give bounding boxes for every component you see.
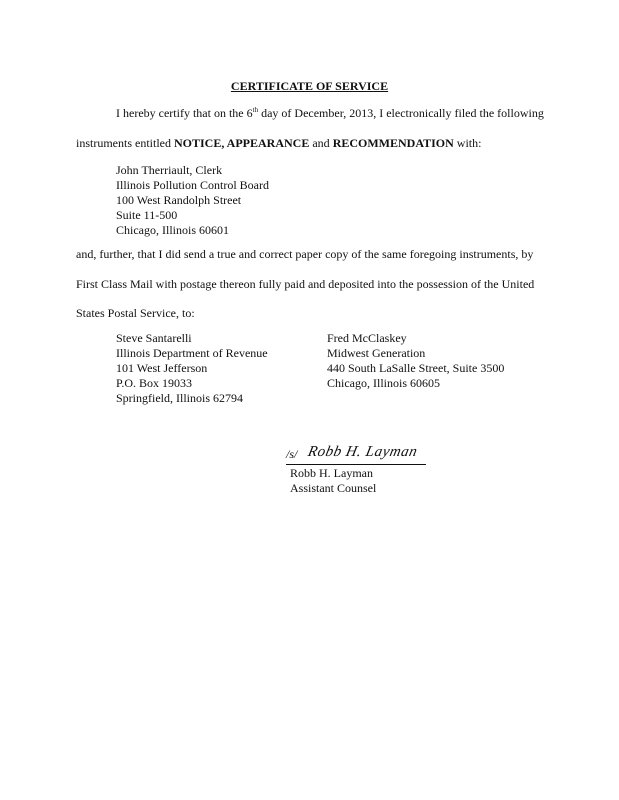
intro-text-b: day of December, 2013, I electronically filed the following [258, 106, 544, 120]
intro-text-c: instruments entitled [76, 136, 174, 150]
recipient-address-line: Springfield, Illinois 62794 [116, 391, 243, 405]
clerk-address-block [116, 163, 269, 238]
intro-text-d: with: [453, 136, 482, 150]
instrument-names: NOTICE, APPEARANCE [174, 136, 310, 150]
recipient-address-line: Illinois Department of Revenue [116, 346, 268, 360]
clerk-address-line: 100 West Randolph Street [116, 193, 242, 207]
recipient-left-block [116, 331, 268, 406]
page-title: CERTIFICATE OF SERVICE [230, 79, 389, 93]
recipient-address-line: 440 South LaSalle Street, Suite 3500 [327, 361, 505, 375]
clerk-address-line: Chicago, Illinois 60601 [116, 223, 229, 237]
recipient-address-line: Fred McClaskey [327, 331, 407, 345]
recipient-address-line: Midwest Generation [327, 346, 426, 360]
signature-line [286, 446, 426, 465]
signer-title: Assistant Counsel [290, 481, 377, 495]
intro-and: and [309, 136, 333, 150]
handwritten-signature: Robb H. Layman [306, 444, 419, 460]
intro-line-2 [76, 136, 481, 151]
recipient-address-line: Chicago, Illinois 60605 [327, 376, 440, 390]
recipient-address-line: 101 West Jefferson [116, 361, 208, 375]
recipient-address-line: Steve Santarelli [116, 331, 192, 345]
signature-slash: /s/ [286, 447, 298, 461]
clerk-address-line: Suite 11-500 [116, 208, 178, 222]
further-line-2: First Class Mail with postage thereon fully paid and deposited into the possession of the United [76, 277, 535, 291]
clerk-address-line: John Therriault, Clerk [116, 163, 223, 177]
intro-sup: th [252, 106, 259, 114]
intro-text-a: I hereby certify that on the 6 [116, 106, 253, 120]
instrument-recommendation: RECOMMENDATION [332, 136, 454, 150]
further-line-3: States Postal Service, to: [76, 306, 195, 320]
intro-line-1 [116, 106, 544, 121]
recipient-right-block [327, 331, 504, 391]
clerk-address-line: Illinois Pollution Control Board [116, 178, 270, 192]
recipient-address-line: P.O. Box 19033 [116, 376, 193, 390]
signer-name: Robb H. Layman [290, 466, 373, 480]
further-line-1: and, further, that I did send a true and correct paper copy of the same foregoing instruments, by [76, 247, 534, 261]
